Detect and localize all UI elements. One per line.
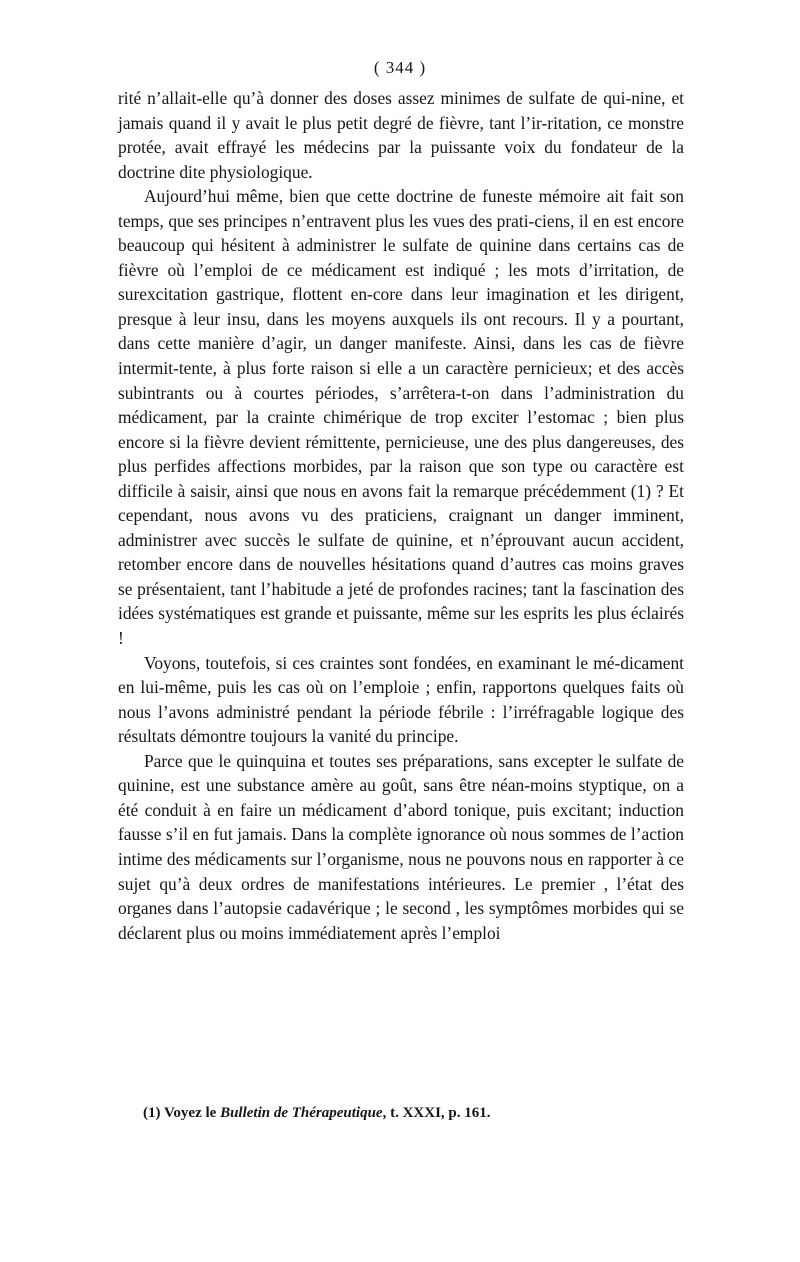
footnote (143, 1103, 683, 1123)
paragraph-quinquina: Parce que le quinquina et toutes ses préparations, sans excepter le sulfate de quinine, est une substance amère au goût, sans être néan-moins styptique, on a été conduit à en faire un médicament d’abord tonique, puis excitant; induction fausse s’il en fut jamais. Dans la complète ignorance où nous sommes de l’action intime des médicaments sur l’organisme, nous ne pouvons nous en rapporter à ce sujet qu’à deux ordres de manifestations intérieures. Le premier , l’état des organes dans l’autopsie cadavérique ; le second , les symptômes morbides qui se déclarent plus ou moins immédiatement après l’emploi (118, 750, 684, 943)
footnote-title: Bulletin de Thérapeutique (220, 1105, 383, 1121)
paragraph-examination: Voyons, toutefois, si ces craintes sont fondées, en examinant le mé-dicament en lui-même, puis les cas où on l’emploie ; enfin, rapportons quelques faits où nous l’avons administré pendant la période fébrile : l’irréfragable logique des résultats démontre toujours la vanité du principe. (118, 652, 684, 747)
page-number: ( 344 ) (373, 58, 427, 77)
paragraph-continuation: rité n’allait-elle qu’à donner des doses assez minimes de sulfate de qui-nine, et jamais quand il y avait le plus petit degré de fièvre, tant l’ir-ritation, ce monstre protée, avait effrayé les médecins par la puissante voix du fondateur de la doctrine dite physiologique. (118, 88, 684, 182)
body-text (118, 86, 684, 945)
paragraph-doctrine: Aujourd’hui même, bien que cette doctrine de funeste mémoire ait fait son temps, que ses principes n’entravent plus les vues des prati-ciens, il en est encore beaucoup qui hésitent à administrer le sulfate de quinine dans certains cas de fièvre où l’emploi de ce médicament est indiqué ; les mots d’irritation, de surexcitation gastrique, flottent en-core dans leur imagination et les dirigent, presque à leur insu, dans les moyens auxquels ils ont recours. Il y a pourtant, dans cette manière d’agir, un danger manifeste. Ainsi, dans les cas de fièvre intermit-tente, à plus forte raison si elle a un caractère pernicieux; et des accès subintrants ou à courtes périodes, s’arrêtera-t-on dans l’administration du médicament, par la crainte chimérique de trop exciter l’estomac ; bien plus encore si la fièvre devient rémittente, pernicieuse, une des plus dangereuses, des plus perfides affections morbides, par la raison que son type ou caractère est difficile à saisir, ainsi que nous en avons fait la remarque précédemment (1) ? Et cependant, nous avons vu des praticiens, craignant un danger imminent, administrer avec succès le sulfate de quinine, et n’éprouvant aucun accident, retomber encore dans de nouvelles hésitations quand d’autres cas moins graves se présentaient, tant l’habitude a jeté de profondes racines; tant la fascination des idées systématiques est grande et puissante, même sur les esprits les plus éclairés ! (118, 186, 684, 649)
footnote-suffix: , t. XXXI, p. 161. (382, 1105, 491, 1121)
footnote-prefix: (1) Voyez le (143, 1105, 221, 1121)
